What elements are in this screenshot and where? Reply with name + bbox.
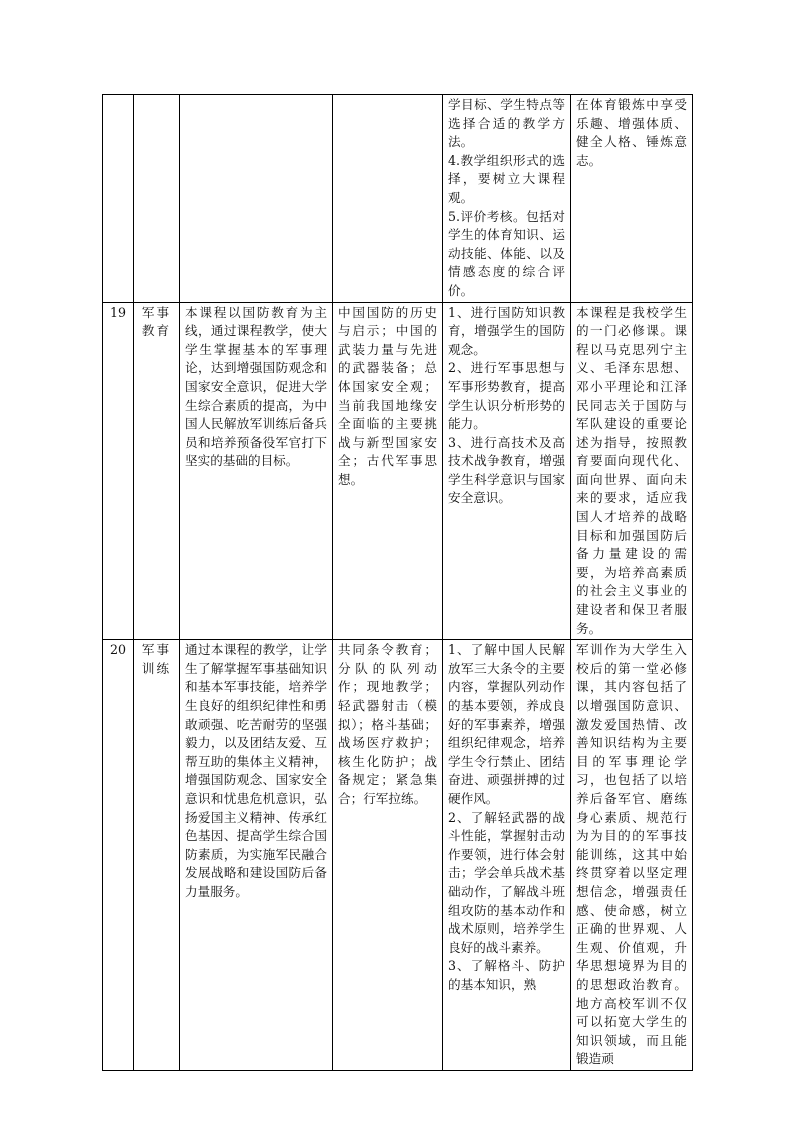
requirement-item: 3、进行高技术及高技术战争教育，增强学生科学意识与国家安全意识。: [448, 434, 565, 506]
course-name: 军事训练: [134, 640, 180, 1071]
table-row: [103, 95, 693, 303]
requirement-item: 2、了解轻武器的战斗性能，掌握射击动作要领，进行体会射击；学会单兵战术基础动作，了解战斗班组攻防的基本动作和战术原则，培养学生良好的战斗素养。: [448, 809, 565, 955]
table-row: [103, 640, 693, 1071]
course-requirements: [443, 640, 571, 1071]
course-requirements: [443, 302, 571, 640]
requirement-item: 3、了解格斗、防护的基本知识，熟: [448, 958, 565, 992]
course-content: 中国国防的历史与启示；中国的武装力量与先进的武器装备；总体国家安全观；当前我国地缘安全面临的主要挑战与新型国家安全；古代军事思想。: [333, 302, 443, 640]
course-content: [333, 95, 443, 303]
course-name: [134, 95, 180, 303]
course-remark: 在体育锻炼中享受乐趣、增强体质、健全人格、锤炼意志。: [571, 95, 693, 303]
table-row: [103, 302, 693, 640]
requirement-item: 5.评价考核。包括对学生的体育知识、运动技能、体能、以及情感态度的综合评价。: [448, 208, 565, 298]
course-objective: [180, 95, 333, 303]
course-objective: 通过本课程的教学，让学生了解掌握军事基础知识和基本军事技能，培养学生良好的组织纪律性和勇敢顽强、吃苦耐劳的坚强毅力，以及团结友爱、互帮互助的集体主义精神，增强国防观念、国家安全意识和忧患危机意识，弘扬爱国主义精神、传承红色基因、提高学生综合国防素质，为实施军民融合发展战略和建设国防后备力量服务。: [180, 640, 333, 1071]
requirement-item: 学目标、学生特点等选择合适的教学方法。: [448, 97, 565, 150]
requirement-item: 1、了解中国人民解放军三大条令的主要内容，掌握队列动作的基本要领，养成良好的军事素养，增强组织纪律观念，培养学生令行禁止、团结奋进、顽强拼搏的过硬作风。: [448, 642, 565, 806]
course-requirements: [443, 95, 571, 303]
requirement-item: 1、进行国防知识教育，增强学生的国防观念。: [448, 304, 565, 357]
course-content: 共同条令教育；分队的队列动作；现地教学；轻武器射击（模拟）；格斗基础；战场医疗救护；核生化防护；战备规定；紧急集合；行军拉练。: [333, 640, 443, 1071]
requirement-item: 4.教学组织形式的选择，要树立大课程观。: [448, 152, 565, 205]
requirement-item: 2、进行军事思想与军事形势教育，提高学生认识分析形势的能力。: [448, 360, 565, 432]
course-name: 军事教育: [134, 302, 180, 640]
course-number: 19: [103, 302, 134, 640]
course-remark: 军训作为大学生入校后的第一堂必修课，其内容包括了以增强国防意识、激发爱国热情、改善知识结构为主要目的军事理论学习，也包括了以培养后备军官、磨练身心素质、规范行为为目的的军事技能训练，这其中始终贯穿着以坚定理想信念，增强责任感、使命感，树立正确的世界观、人生观、价值观，升华思想境界为目的的思想政治教育。地方高校军训不仅可以拓宽大学生的知识领域，而且能锻造顽: [571, 640, 693, 1071]
course-remark: 本课程是我校学生的一门必修课。课程以马克思列宁主义、毛泽东思想、邓小平理论和江泽民同志关于国防与军队建设的重要论述为指导，按照教育要面向现代化、面向世界、面向未来的要求，适应我国人才培养的战略目标和加强国防后备力量建设的需要，为培养高素质的社会主义事业的建设者和保卫者服务。: [571, 302, 693, 640]
course-objective: 本课程以国防教育为主线，通过课程教学，使大学生掌握基本的军事理论，达到增强国防观念和国家安全意识，促进大学生综合素质的提高，为中国人民解放军训练后备兵员和培养预备役军官打下坚实的基础的目标。: [180, 302, 333, 640]
course-number: [103, 95, 134, 303]
course-number: 20: [103, 640, 134, 1071]
course-table: [102, 94, 693, 1071]
